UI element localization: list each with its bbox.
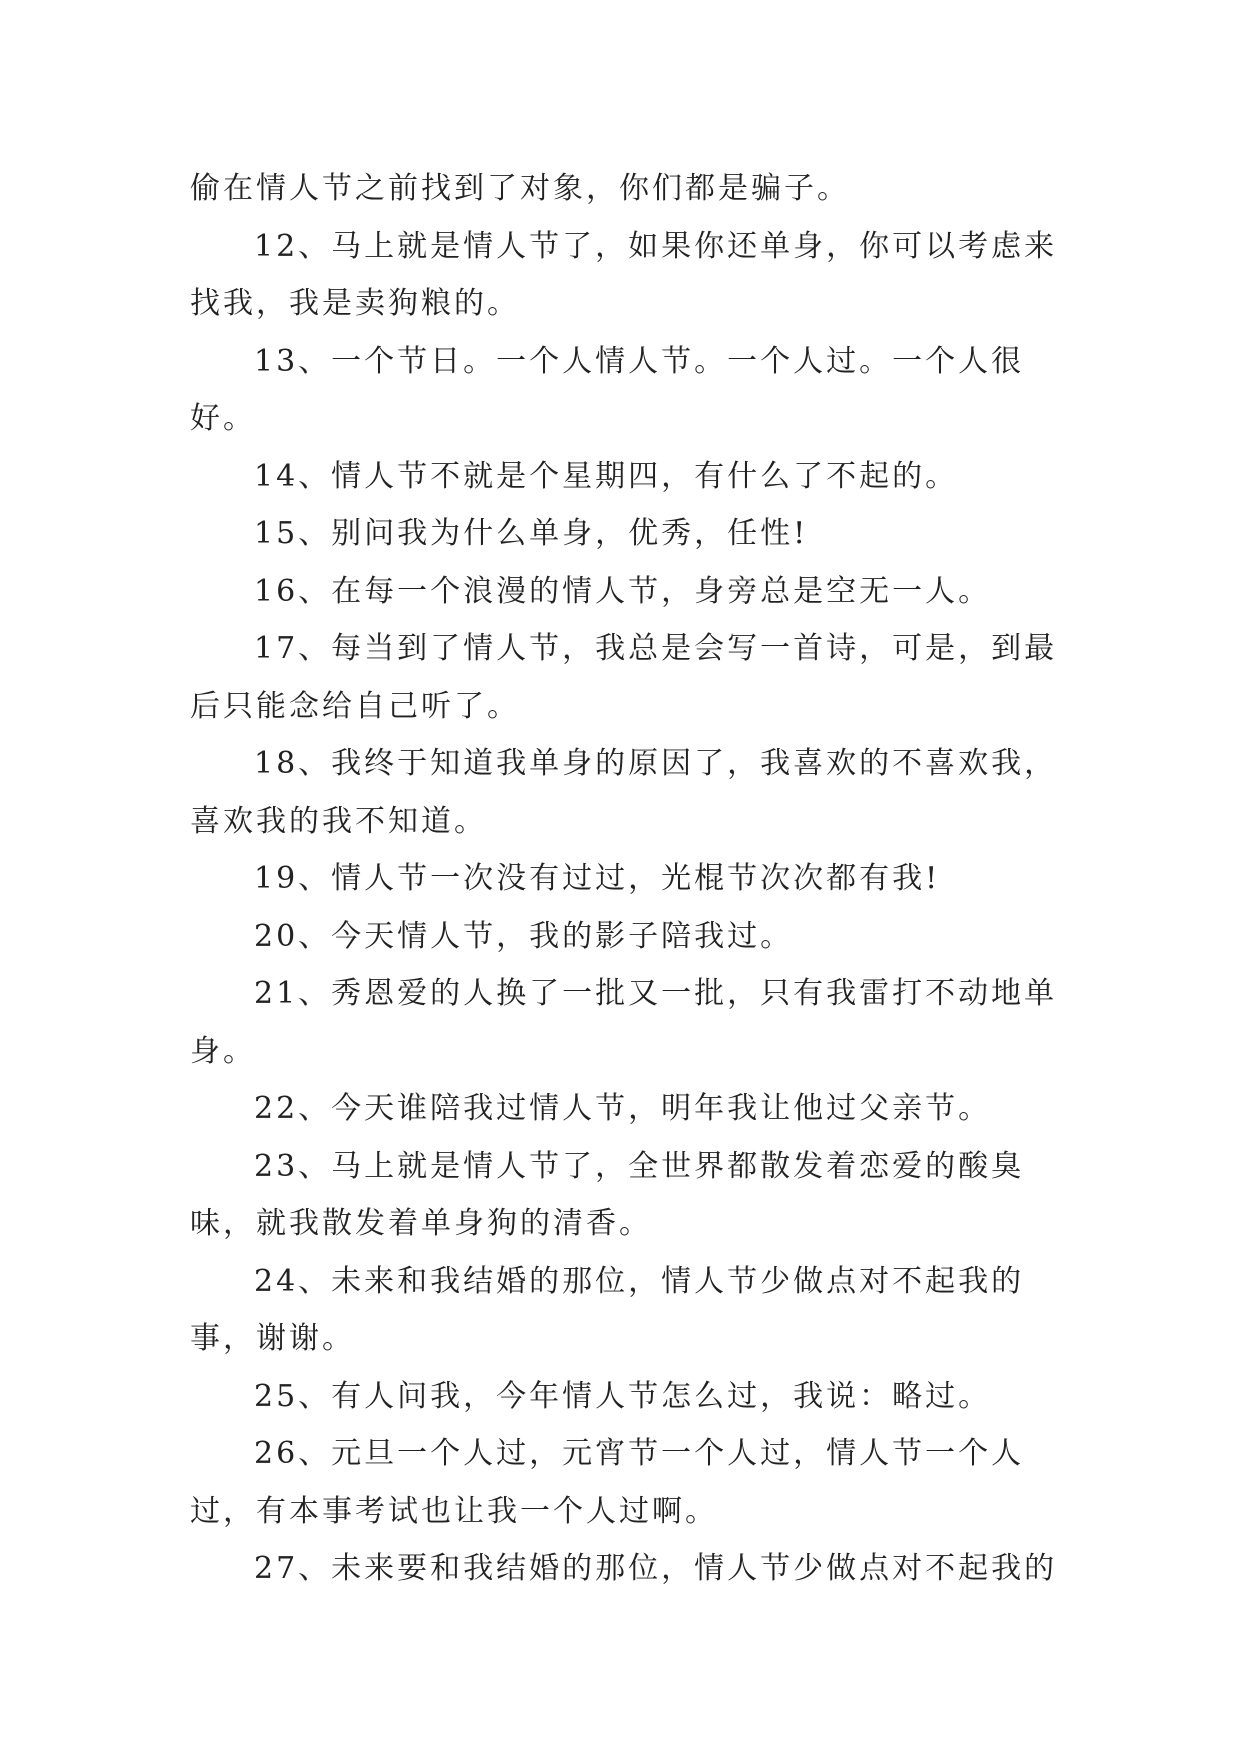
paragraph-27: 27、未来要和我结婚的那位，情人节少做点对不起我的 bbox=[254, 1551, 1058, 1586]
paragraph-26: 26、元旦一个人过，元宵节一个人过，情人节一个人过，有本事考试也让我一个人过啊。 bbox=[190, 1436, 1025, 1529]
paragraph-20: 20、今天情人节，我的影子陪我过。 bbox=[254, 918, 794, 954]
paragraph-14: 14、情人节不就是个星期四，有什么了不起的。 bbox=[254, 458, 959, 494]
paragraph-21: 21、秀恩爱的人换了一批又一批，只有我雷打不动地单身。 bbox=[190, 976, 1058, 1069]
paragraph-24: 24、未来和我结婚的那位，情人节少做点对不起我的事，谢谢。 bbox=[190, 1263, 1025, 1356]
paragraph-17: 17、每当到了情人节，我总是会写一首诗，可是，到最后只能念给自己听了。 bbox=[190, 631, 1058, 724]
paragraph-23: 23、马上就是情人节了，全世界都散发着恋爱的酸臭味，就我散发着单身狗的清香。 bbox=[190, 1148, 1025, 1241]
paragraph-16: 16、在每一个浪漫的情人节，身旁总是空无一人。 bbox=[254, 573, 992, 609]
paragraph-12: 12、马上就是情人节了，如果你还单身，你可以考虑来找我，我是卖狗粮的。 bbox=[190, 228, 1058, 321]
paragraph-15: 15、别问我为什么单身，优秀，任性! bbox=[254, 516, 809, 551]
paragraph-25: 25、有人问我，今年情人节怎么过，我说：略过。 bbox=[254, 1378, 992, 1414]
paragraph-13: 13、一个节日。一个人情人节。一个人过。一个人很好。 bbox=[190, 343, 1025, 436]
paragraph-19: 19、情人节一次没有过过，光棍节次次都有我! bbox=[254, 861, 941, 896]
document-body bbox=[190, 160, 1070, 1598]
paragraph-0: 偷在情人节之前找到了对象，你们都是骗子。 bbox=[190, 171, 850, 206]
paragraph-18: 18、我终于知道我单身的原因了，我喜欢的不喜欢我，喜欢我的我不知道。 bbox=[190, 746, 1058, 839]
paragraph-22: 22、今天谁陪我过情人节，明年我让他过父亲节。 bbox=[254, 1091, 992, 1126]
